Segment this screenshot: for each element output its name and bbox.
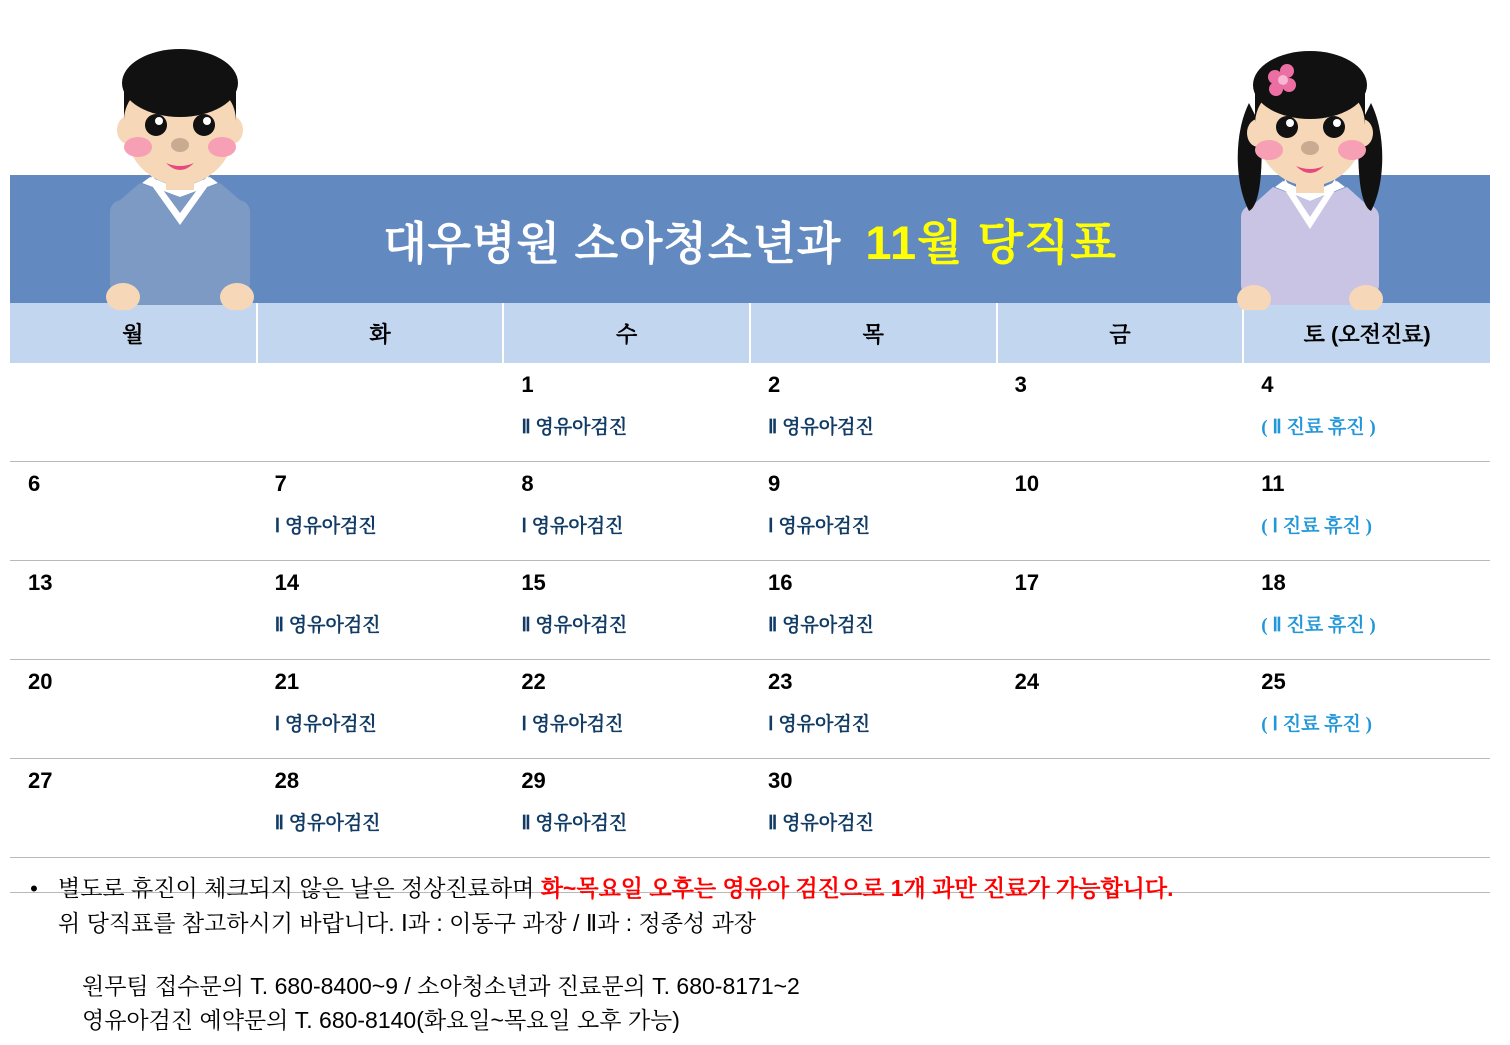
- day-number: 2: [767, 372, 781, 397]
- calendar-cell: [10, 363, 257, 462]
- calendar-cell: [257, 363, 504, 462]
- table-row: [10, 363, 1490, 462]
- calendar-cell: [750, 363, 997, 462]
- table-row: [10, 561, 1490, 660]
- calendar-cell: [1243, 561, 1490, 660]
- column-header-mon: 월: [10, 303, 257, 363]
- calendar-cell: [997, 561, 1244, 660]
- calendar-cell: [997, 759, 1244, 858]
- contact-block: [82, 969, 1490, 1038]
- day-number: 7: [274, 471, 287, 496]
- day-number: 4: [1261, 372, 1274, 397]
- girl-nurse-illustration: [1205, 25, 1415, 310]
- column-header-thu: 목: [750, 303, 997, 363]
- day-note: Ⅰ 영유아검진: [767, 516, 871, 537]
- day-note: Ⅱ 영유아검진: [274, 615, 381, 636]
- day-number: [1261, 769, 1490, 797]
- day-note: Ⅰ 영유아검진: [521, 516, 624, 537]
- calendar-cell: [503, 561, 750, 660]
- calendar-cell: [1243, 363, 1490, 462]
- table-row: [10, 759, 1490, 858]
- calendar-cell: [10, 462, 257, 561]
- footer-notes: [10, 872, 1490, 1038]
- calendar-cell: [10, 561, 257, 660]
- calendar-cell: [503, 462, 750, 561]
- day-number: 23: [767, 669, 793, 694]
- calendar-cell: [750, 561, 997, 660]
- calendar-cell: [257, 660, 504, 759]
- contact-line-2: 영유아검진 예약문의 T. 680-8140(화요일~목요일 오후 가능): [82, 1007, 680, 1034]
- bullet-icon: •: [30, 876, 38, 901]
- footer-note-line1-highlight: 화~목요일 오후는 영유아 검진으로 1개 과만 진료가 가능합니다.: [540, 875, 1174, 901]
- calendar-cell: [257, 462, 504, 561]
- day-number: 18: [1261, 570, 1286, 595]
- day-number: 16: [767, 570, 793, 595]
- footer-note-line2: 위 당직표를 참고하시기 바랍니다. Ⅰ과 : 이동구 과장 / Ⅱ과 : 정종성 과장: [58, 910, 757, 937]
- day-number: 22: [521, 669, 546, 694]
- day-number: 27: [28, 768, 53, 793]
- day-note: Ⅱ 영유아검진: [767, 417, 874, 438]
- day-number: 29: [521, 768, 546, 793]
- column-header-tue: 화: [257, 303, 504, 363]
- day-number: 25: [1261, 669, 1286, 694]
- calendar-cell: [10, 759, 257, 858]
- calendar-cell: [503, 660, 750, 759]
- day-number: 21: [274, 669, 300, 694]
- table-row: [10, 462, 1490, 561]
- boy-doctor-illustration: [80, 25, 280, 310]
- day-number: 1: [521, 372, 534, 397]
- day-number: 9: [767, 471, 781, 496]
- calendar-cell: [10, 660, 257, 759]
- day-number: 30: [767, 768, 793, 793]
- day-number: 6: [28, 471, 41, 496]
- calendar-cell: [503, 759, 750, 858]
- calendar-cell: [750, 660, 997, 759]
- banner-month: 11월 당직표: [865, 215, 1117, 269]
- day-note: Ⅱ 영유아검진: [521, 615, 628, 636]
- calendar-cell: [1243, 759, 1490, 858]
- day-note: Ⅰ 영유아검진: [274, 516, 377, 537]
- day-number: 15: [521, 570, 546, 595]
- calendar-cell: [1243, 660, 1490, 759]
- footer-note-line1-plain: 별도로 휴진이 체크되지 않은 날은 정상진료하며: [58, 875, 541, 901]
- day-number: 13: [28, 570, 53, 595]
- day-note-rest: ( Ⅱ 진료 휴진 ): [1261, 615, 1376, 636]
- day-note: Ⅱ 영유아검진: [274, 813, 381, 834]
- banner-title: 대우병원 소아청소년과: [383, 217, 842, 269]
- calendar-cell: [257, 759, 504, 858]
- calendar-cell: [997, 660, 1244, 759]
- day-number: 10: [1014, 471, 1040, 496]
- calendar-cell: [503, 363, 750, 462]
- day-number: 11: [1261, 471, 1285, 496]
- contact-line-1: 원무팀 접수문의 T. 680-8400~9 / 소아청소년과 진료문의 T. 680-8171~2: [82, 972, 800, 999]
- calendar-cell: [750, 462, 997, 561]
- day-note: Ⅰ 영유아검진: [767, 714, 871, 735]
- day-note-rest: ( Ⅰ 진료 휴진 ): [1261, 516, 1372, 537]
- day-number: 14: [274, 570, 300, 595]
- day-number: [28, 373, 257, 401]
- calendar-cell: [1243, 462, 1490, 561]
- table-row: [10, 660, 1490, 759]
- calendar-header-row: [10, 303, 1490, 363]
- day-note: Ⅰ 영유아검진: [274, 714, 377, 735]
- column-header-fri: 금: [997, 303, 1244, 363]
- day-number: [275, 373, 504, 401]
- column-header-sat: 토 (오전진료): [1243, 303, 1490, 363]
- day-note: Ⅱ 영유아검진: [521, 417, 628, 438]
- day-number: 28: [274, 768, 300, 793]
- day-note: Ⅱ 영유아검진: [767, 615, 874, 636]
- day-number: 17: [1014, 570, 1040, 595]
- day-number: 20: [28, 669, 53, 694]
- column-header-wed: 수: [503, 303, 750, 363]
- day-note: Ⅱ 영유아검진: [767, 813, 874, 834]
- calendar-cell: [257, 561, 504, 660]
- duty-calendar: [10, 303, 1490, 893]
- day-number: [1015, 769, 1244, 797]
- day-note: Ⅱ 영유아검진: [521, 813, 628, 834]
- calendar-cell: [997, 462, 1244, 561]
- day-note-rest: ( Ⅱ 진료 휴진 ): [1261, 417, 1376, 438]
- calendar-cell: [997, 363, 1244, 462]
- day-number: 8: [521, 471, 534, 496]
- day-number: 24: [1014, 669, 1040, 694]
- day-number: 3: [1014, 372, 1027, 397]
- day-note-rest: ( Ⅰ 진료 휴진 ): [1261, 714, 1372, 735]
- day-note: Ⅰ 영유아검진: [521, 714, 624, 735]
- calendar-cell: [750, 759, 997, 858]
